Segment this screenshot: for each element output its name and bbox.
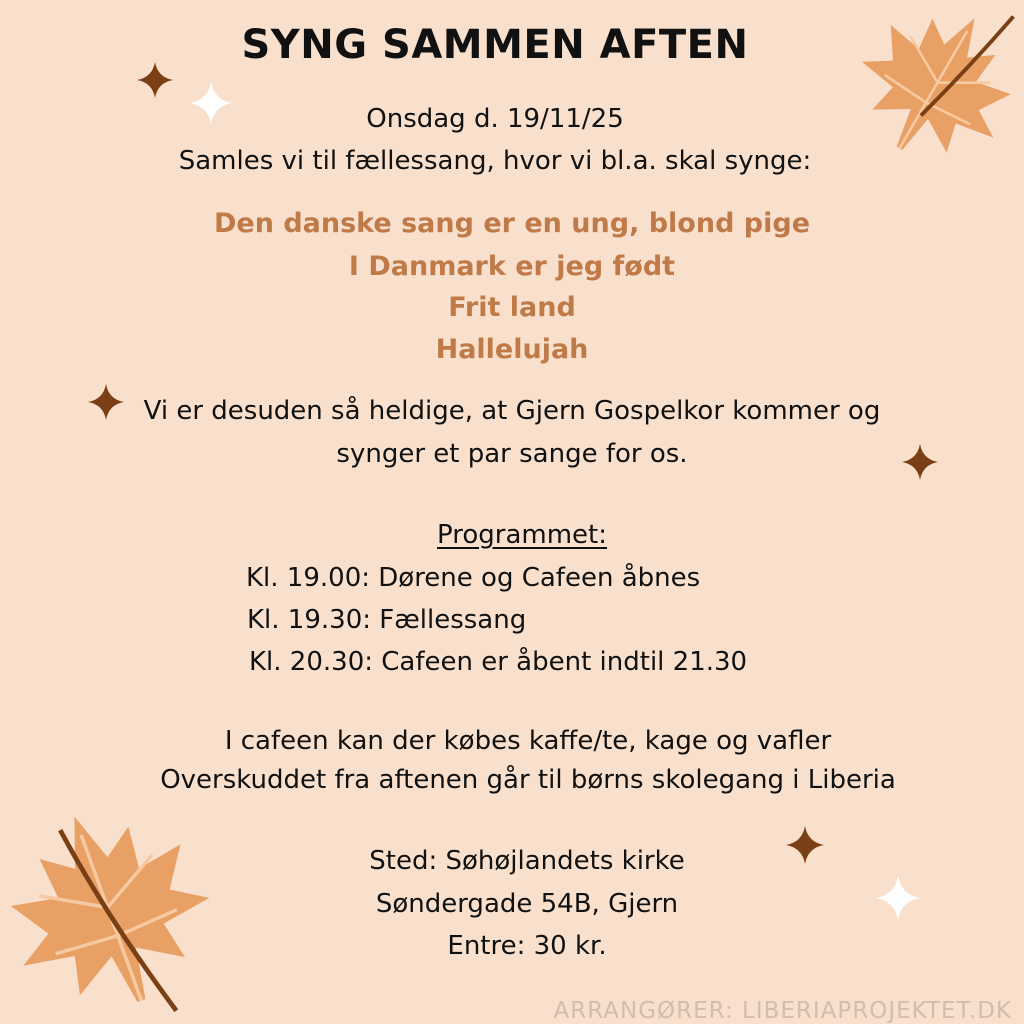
program-heading: Programmet: (437, 520, 607, 550)
event-date: Onsdag d. 19/11/25 (366, 104, 624, 134)
intro-text: Samles vi til fællessang, hvor vi bl.a. skal synge: (178, 146, 812, 176)
entry-price: Entre: 30 kr. (447, 931, 607, 961)
location-address: Søndergade 54B, Gjern (375, 889, 679, 919)
page-title: SYNG SAMMEN AFTEN (241, 22, 749, 68)
cafe-text-line-2: Overskuddet fra aftenen går til børns skolegang i Liberia (160, 765, 896, 795)
program-item: Kl. 20.30: Cafeen er åbent indtil 21.30 (249, 647, 748, 677)
song-title: I Danmark er jeg født (348, 251, 676, 282)
organizer-footer: ARRANGØRER: LIBERIAPROJEKTET.DK (553, 998, 1012, 1024)
guest-text-line-1: Vi er desuden så heldige, at Gjern Gospelkor kommer og (143, 396, 881, 426)
song-title: Hallelujah (435, 334, 589, 365)
cafe-text-line-1: I cafeen kan der købes kaffe/te, kage og vafler (224, 726, 832, 756)
program-item: Kl. 19.00: Dørene og Cafeen åbnes (246, 563, 701, 593)
location-place: Sted: Søhøjlandets kirke (369, 846, 685, 876)
song-title: Frit land (448, 292, 576, 323)
guest-text-line-2: synger et par sange for os. (336, 439, 688, 469)
song-title: Den danske sang er en ung, blond pige (213, 208, 811, 239)
program-item: Kl. 19.30: Fællessang (247, 605, 527, 635)
